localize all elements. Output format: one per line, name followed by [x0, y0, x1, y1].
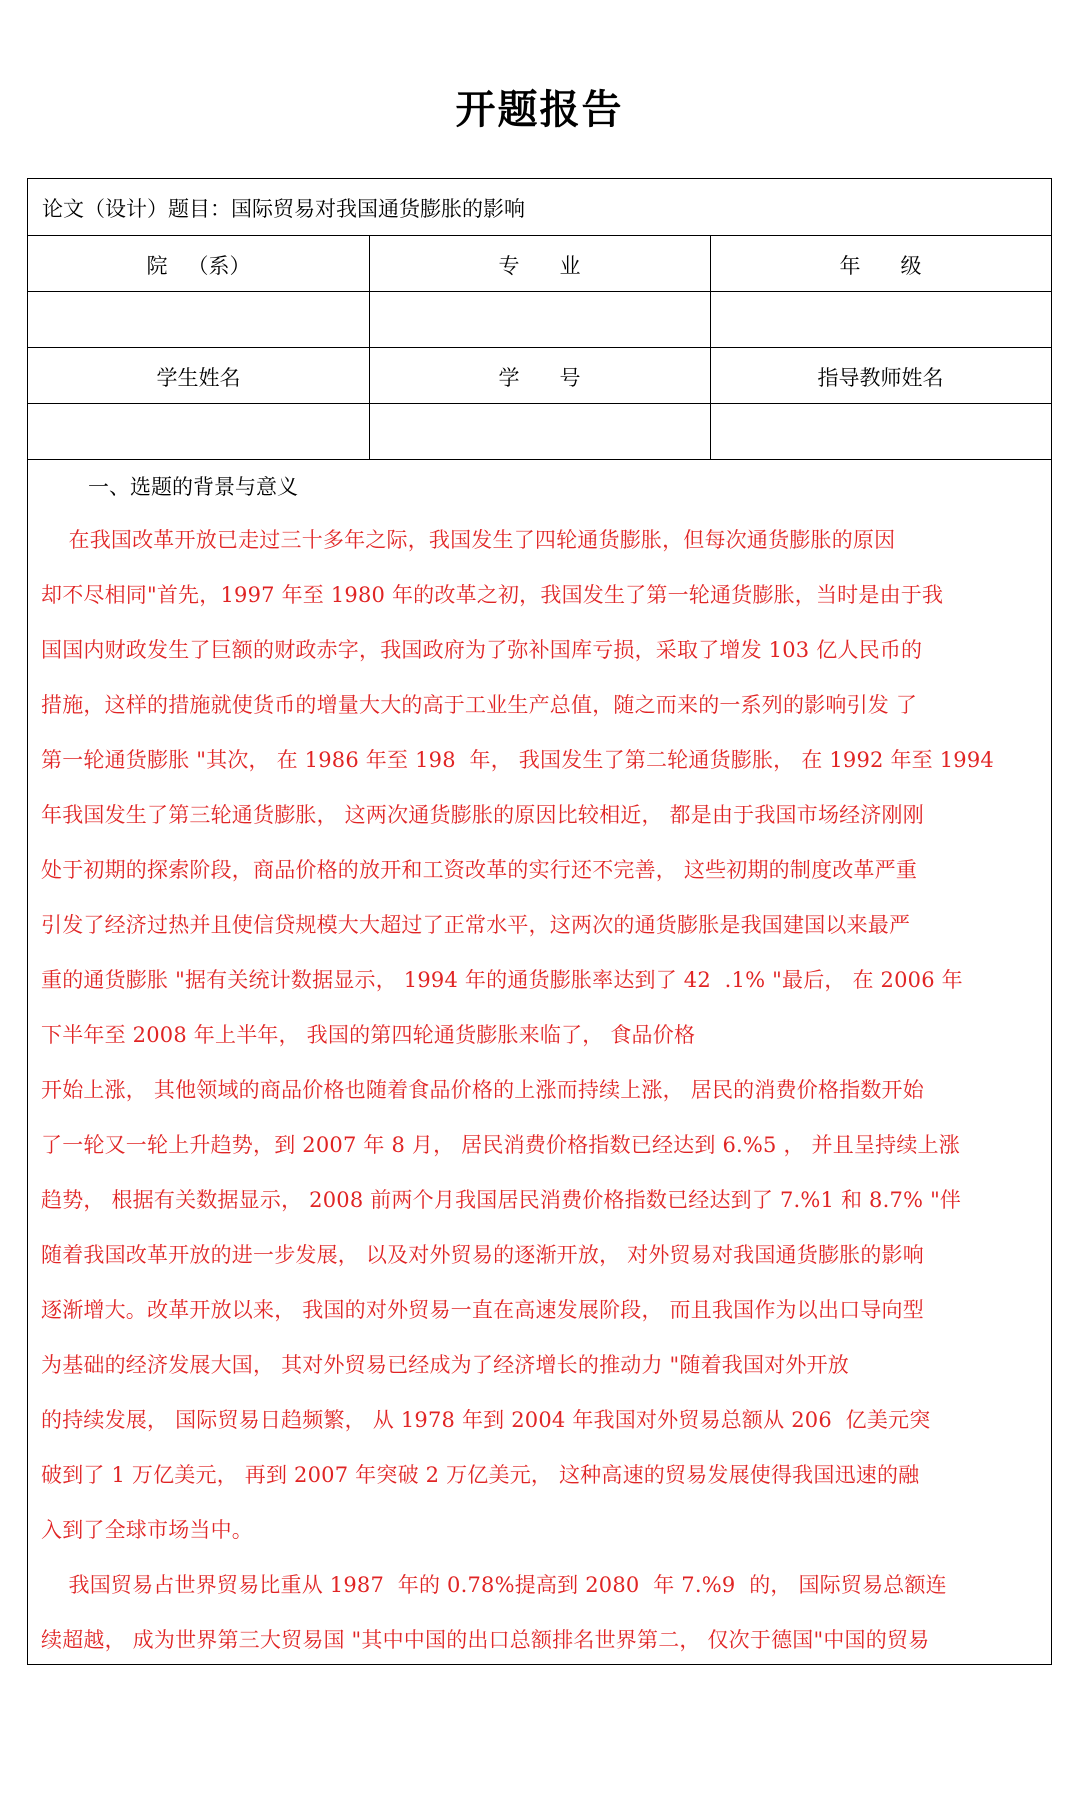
body-line: 续超越， 成为世界第三大贸易国 "其中中国的出口总额排名世界第二， 仅次于德国"中国的贸易 [41, 1628, 930, 1652]
student-name-value-cell[interactable] [28, 404, 368, 459]
grade-label: 年 级 [839, 254, 922, 278]
document-title: 开题报告 [455, 87, 624, 133]
student-id-value-cell[interactable] [370, 404, 710, 459]
advisor-name-value-cell[interactable] [711, 404, 1051, 459]
body-line: 了一轮又一轮上升趋势，到 2007 年 8 月， 居民消费价格指数已经达到 6.%5 ， 并且呈持续上涨 [41, 1133, 960, 1157]
major-label: 专 业 [498, 254, 581, 278]
body-line: 入到了全球市场当中。 [41, 1518, 253, 1542]
body-line: 我国贸易占世界贸易比重从 1987 年的 0.78%提高到 2080 年 7.%9 的， 国际贸易总额连 [41, 1573, 947, 1597]
report-form-table [27, 178, 1052, 1665]
body-line: 第一轮通货膨胀 "其次， 在 1986 年至 198 年， 我国发生了第二轮通货膨胀， 在 1992 年至 1994 [41, 748, 994, 772]
student-id-label: 学 号 [498, 366, 581, 390]
grade-value-cell[interactable] [711, 292, 1051, 347]
body-line: 年我国发生了第三轮通货膨胀， 这两次通货膨胀的原因比较相近， 都是由于我国市场经济刚刚 [41, 803, 924, 827]
body-line: 引发了经济过热并且使信贷规模大大超过了正常水平，这两次的通货膨胀是我国建国以来最严 [41, 913, 911, 937]
body-line: 逐渐增大。改革开放以来， 我国的对外贸易一直在高速发展阶段， 而且我国作为以出口导向型 [41, 1298, 924, 1322]
thesis-title: 论文（设计）题目：国际贸易对我国通货膨胀的影响 [42, 197, 525, 221]
table-divider [28, 347, 1051, 348]
body-line: 为基础的经济发展大国， 其对外贸易已经成为了经济增长的推动力 "随着我国对外开放 [41, 1353, 850, 1377]
body-line: 下半年至 2008 年上半年， 我国的第四轮通货膨胀来临了， 食品价格 [41, 1023, 696, 1047]
section-heading: 一、选题的背景与意义 [88, 475, 298, 499]
college-value-cell[interactable] [28, 292, 368, 347]
table-divider [28, 235, 1051, 236]
body-line: 重的通货膨胀 "据有关统计数据显示， 1994 年的通货膨胀率达到了 42 .1% "最后， 在 2006 年 [41, 968, 963, 992]
advisor-name-label: 指导教师姓名 [817, 366, 944, 390]
body-line: 破到了 1 万亿美元， 再到 2007 年突破 2 万亿美元， 这种高速的贸易发展使得我国迅速的融 [41, 1463, 920, 1487]
body-line: 开始上涨， 其他领域的商品价格也随着食品价格的上涨而持续上涨， 居民的消费价格指数开始 [41, 1078, 924, 1102]
body-line: 随着我国改革开放的进一步发展， 以及对外贸易的逐渐开放， 对外贸易对我国通货膨胀的影响 [41, 1243, 924, 1267]
college-label: 院 （系） [146, 254, 251, 278]
body-line: 处于初期的探索阶段，商品价格的放开和工资改革的实行还不完善， 这些初期的制度改革严重 [41, 858, 918, 882]
body-line: 趋势， 根据有关数据显示， 2008 前两个月我国居民消费价格指数已经达到了 7.%1 和 8.7% "伴 [41, 1188, 962, 1212]
major-value-cell[interactable] [370, 292, 710, 347]
body-line: 却不尽相同"首先，1997 年至 1980 年的改革之初，我国发生了第一轮通货膨胀，当时是由于我 [41, 583, 944, 607]
student-name-label: 学生姓名 [156, 366, 241, 390]
table-divider [28, 459, 1051, 460]
body-line: 在我国改革开放已走过三十多年之际，我国发生了四轮通货膨胀，但每次通货膨胀的原因 [41, 528, 896, 552]
body-line: 的持续发展， 国际贸易日趋频繁， 从 1978 年到 2004 年我国对外贸易总额从 206 亿美元突 [41, 1408, 931, 1432]
body-line: 国国内财政发生了巨额的财政赤字，我国政府为了弥补国库亏损，采取了增发 103 亿人民币的 [41, 638, 923, 662]
body-line: 措施，这样的措施就使货币的增量大大的高于工业生产总值，随之而来的一系列的影响引发 了 [41, 693, 918, 717]
